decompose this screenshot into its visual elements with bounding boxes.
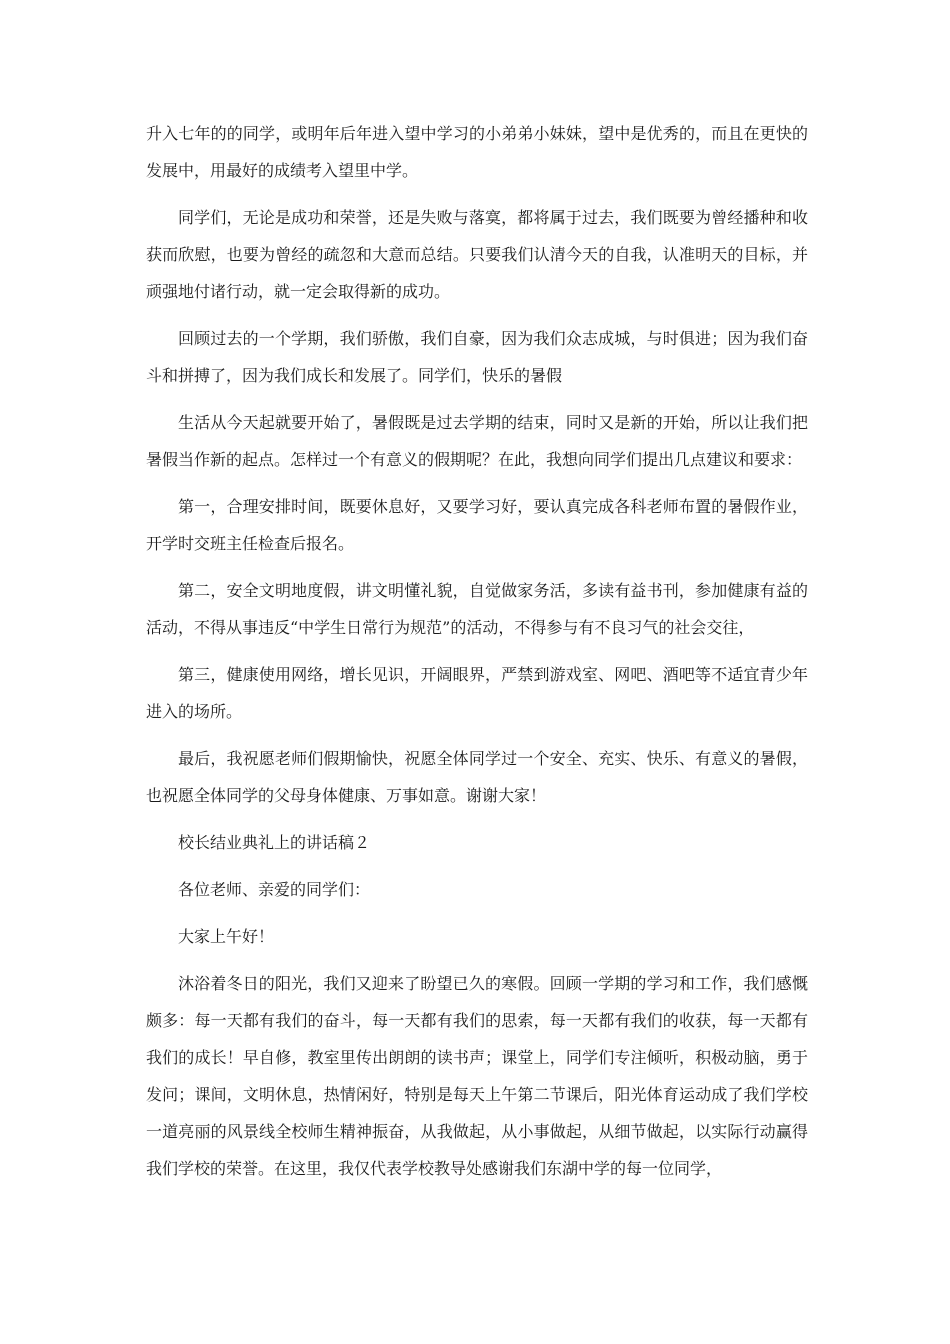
paragraph: 最后，我祝愿老师们假期愉快，祝愿全体同学过一个安全、充实、快乐、有意义的暑假，也祝愿全体同学的父母身体健康、万事如意。谢谢大家！: [146, 749, 808, 805]
paragraph: 第三，健康使用网络，增长见识，开阔眼界，严禁到游戏室、网吧、酒吧等不适宜青少年进入的场所。: [146, 665, 808, 721]
paragraph: 第一，合理安排时间，既要休息好，又要学习好，要认真完成各科老师布置的暑假作业，开学时交班主任检查后报名。: [146, 497, 808, 553]
document-body: [146, 115, 808, 1197]
section-heading: 校长结业典礼上的讲话稿２: [178, 833, 371, 852]
salutation: 各位老师、亲爱的同学们：: [178, 880, 371, 899]
paragraph: 生活从今天起就要开始了，暑假既是过去学期的结束，同时又是新的开始，所以让我们把暑假当作新的起点。怎样过一个有意义的假期呢？在此，我想向同学们提出几点建议和要求：: [146, 413, 808, 469]
paragraph: 回顾过去的一个学期，我们骄傲，我们自豪，因为我们众志成城，与时俱进；因为我们奋斗和拼搏了，因为我们成长和发展了。同学们，快乐的暑假: [146, 329, 808, 385]
greeting: 大家上午好！: [178, 927, 275, 946]
paragraph: 沐浴着冬日的阳光，我们又迎来了盼望已久的寒假。回顾一学期的学习和工作，我们感慨颇多：每一天都有我们的奋斗，每一天都有我们的思索，每一天都有我们的收获，每一天都有我们的成长！早自修，教室里传出朗朗的读书声；课堂上，同学们专注倾听，积极动脑，勇于发问；课间，文明休息，热情闲好，特别是每天上午第二节课后，阳光体育运动成了我们学校一道亮丽的风景线全校师生精神振奋，从我做起，从小事做起，从细节做起，以实际行动赢得我们学校的荣誉。在这里，我仅代表学校教导处感谢我们东湖中学的每一位同学，: [146, 974, 808, 1178]
paragraph: 第二，安全文明地度假，讲文明懂礼貌，自觉做家务活，多读有益书刊，参加健康有益的活动，不得从事违反“中学生日常行为规范”的活动，不得参与有不良习气的社会交往，: [146, 581, 808, 637]
paragraph: 同学们，无论是成功和荣誉，还是失败与落寞，都将属于过去，我们既要为曾经播种和收获而欣慰，也要为曾经的疏忽和大意而总结。只要我们认清今天的自我，认准明天的目标，并顽强地付诸行动，就一定会取得新的成功。: [146, 208, 808, 301]
paragraph: 升入七年的的同学，或明年后年进入望中学习的小弟弟小妹妹，望中是优秀的，而且在更快的发展中，用最好的成绩考入望里中学。: [146, 124, 808, 180]
